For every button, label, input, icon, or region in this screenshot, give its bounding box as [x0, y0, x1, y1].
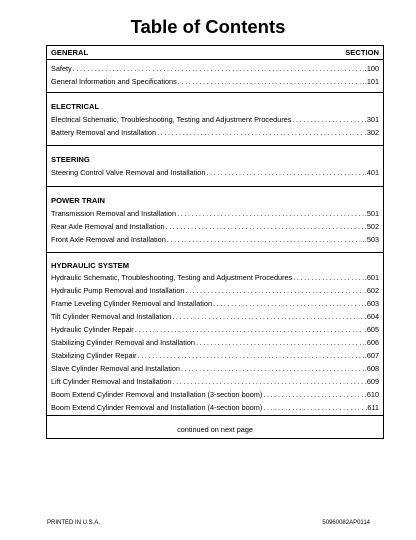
- toc-entry[interactable]: [51, 363, 379, 375]
- page-title: Table of Contents: [130, 16, 286, 37]
- entry-section-number: .609: [364, 377, 379, 386]
- entry-label: Rear Axle Removal and Installation: [51, 222, 165, 231]
- entry-section-number: .601: [364, 273, 379, 282]
- entry-label: Steering Control Valve Removal and Installation: [51, 168, 206, 177]
- entry-section-number: .401: [364, 168, 379, 177]
- leader-dots: [263, 389, 363, 401]
- entry-label: Boom Extend Cylinder Removal and Installation (4-section boom): [51, 403, 263, 412]
- entry-label: Transmission Removal and Installation: [51, 209, 177, 218]
- entry-section-number: .602: [364, 286, 379, 295]
- leader-dots: [178, 76, 364, 88]
- entry-section-number: .101: [364, 77, 379, 86]
- section-title: POWER TRAIN: [51, 196, 105, 205]
- entry-label: Electrical Schematic, Troubleshooting, Testing and Adjustment Procedures: [51, 115, 292, 124]
- entry-label: Stabilizing Cylinder Repair: [51, 351, 137, 360]
- entry-section-number: .603: [364, 299, 379, 308]
- leader-dots: [172, 376, 363, 388]
- toc-entry[interactable]: [51, 167, 379, 179]
- toc-entry[interactable]: [51, 221, 379, 233]
- entry-label: Safety: [51, 64, 72, 73]
- leader-dots: [177, 208, 364, 220]
- leader-dots: [172, 311, 364, 323]
- section-power-train: [47, 187, 383, 253]
- section-hydraulic-system: [47, 253, 383, 416]
- leader-dots: [263, 402, 364, 414]
- header-section: SECTION: [345, 48, 379, 57]
- section-steering: [47, 146, 383, 187]
- entry-section-number: .607: [364, 351, 379, 360]
- leader-dots: [185, 285, 363, 297]
- toc-entry[interactable]: [51, 63, 379, 75]
- entry-label: General Information and Specifications: [51, 77, 177, 86]
- toc-entry[interactable]: [51, 114, 379, 126]
- toc-header-row: [47, 46, 383, 60]
- entry-section-number: .608: [364, 364, 379, 373]
- entry-label: Front Axle Removal and Installation: [51, 235, 166, 244]
- leader-dots: [196, 337, 364, 349]
- entry-label: Hydraulic Pump Removal and Installation: [51, 286, 185, 295]
- leader-dots: [73, 63, 364, 75]
- entry-section-number: .502: [364, 222, 379, 231]
- toc-entry[interactable]: [51, 76, 379, 88]
- toc-entry[interactable]: [51, 350, 379, 362]
- section-title: HYDRAULIC SYSTEM: [51, 261, 130, 270]
- toc-entry[interactable]: [51, 208, 379, 220]
- leader-dots: [135, 324, 364, 336]
- leader-dots: [293, 272, 364, 284]
- entry-label: Battery Removal and Installation: [51, 128, 157, 137]
- toc-entry[interactable]: [51, 402, 379, 414]
- leader-dots: [213, 298, 364, 310]
- toc-box: [46, 45, 384, 439]
- entry-section-number: .503: [364, 235, 379, 244]
- document-code-footer: 50960082AP0114: [322, 520, 370, 526]
- toc-entry[interactable]: [51, 234, 379, 246]
- toc-entry[interactable]: [51, 389, 379, 401]
- header-general: GENERAL: [51, 48, 89, 57]
- entry-section-number: .606: [364, 338, 379, 347]
- leader-dots: [167, 234, 364, 246]
- toc-entry[interactable]: [51, 324, 379, 336]
- entry-section-number: .501: [364, 209, 379, 218]
- printed-in-footer: PRINTED IN U.S.A.: [47, 520, 101, 526]
- entry-label: Slave Cylinder Removal and Installation: [51, 364, 180, 373]
- leader-dots: [206, 167, 363, 179]
- entry-section-number: .604: [364, 312, 379, 321]
- section-title: STEERING: [51, 155, 90, 164]
- toc-entry[interactable]: [51, 376, 379, 388]
- entry-section-number: .610: [364, 390, 379, 399]
- continued-note: continued on next page: [177, 425, 253, 434]
- leader-dots: [292, 114, 363, 126]
- entry-label: Lift Cylinder Removal and Installation: [51, 377, 172, 386]
- entry-label: Stabilizing Cylinder Removal and Installation: [51, 338, 195, 347]
- toc-entry[interactable]: [51, 298, 379, 310]
- entry-label: Frame Leveling Cylinder Removal and Installation: [51, 299, 213, 308]
- entry-label: Boom Extend Cylinder Removal and Installation (3-section boom): [51, 390, 263, 399]
- leader-dots: [157, 127, 364, 139]
- leader-dots: [138, 350, 364, 362]
- toc-entry[interactable]: [51, 272, 379, 284]
- section-title: ELECTRICAL: [51, 102, 100, 111]
- leader-dots: [181, 363, 364, 375]
- entry-label: Hydraulic Cylinder Repair: [51, 325, 134, 334]
- leader-dots: [166, 221, 364, 233]
- section-general: [47, 60, 383, 93]
- entry-label: Tilt Cylinder Removal and Installation: [51, 312, 172, 321]
- entry-section-number: .611: [365, 403, 379, 412]
- entry-section-number: .100: [364, 64, 379, 73]
- section-electrical: [47, 93, 383, 146]
- toc-entry[interactable]: [51, 127, 379, 139]
- entry-section-number: .605: [364, 325, 379, 334]
- toc-entry[interactable]: [51, 311, 379, 323]
- entry-section-number: .301: [364, 115, 379, 124]
- toc-entry[interactable]: [51, 285, 379, 297]
- toc-entry[interactable]: [51, 337, 379, 349]
- entry-section-number: .302: [364, 128, 379, 137]
- entry-label: Hydraulic Schematic, Troubleshooting, Testing and Adjustment Procedures: [51, 273, 293, 282]
